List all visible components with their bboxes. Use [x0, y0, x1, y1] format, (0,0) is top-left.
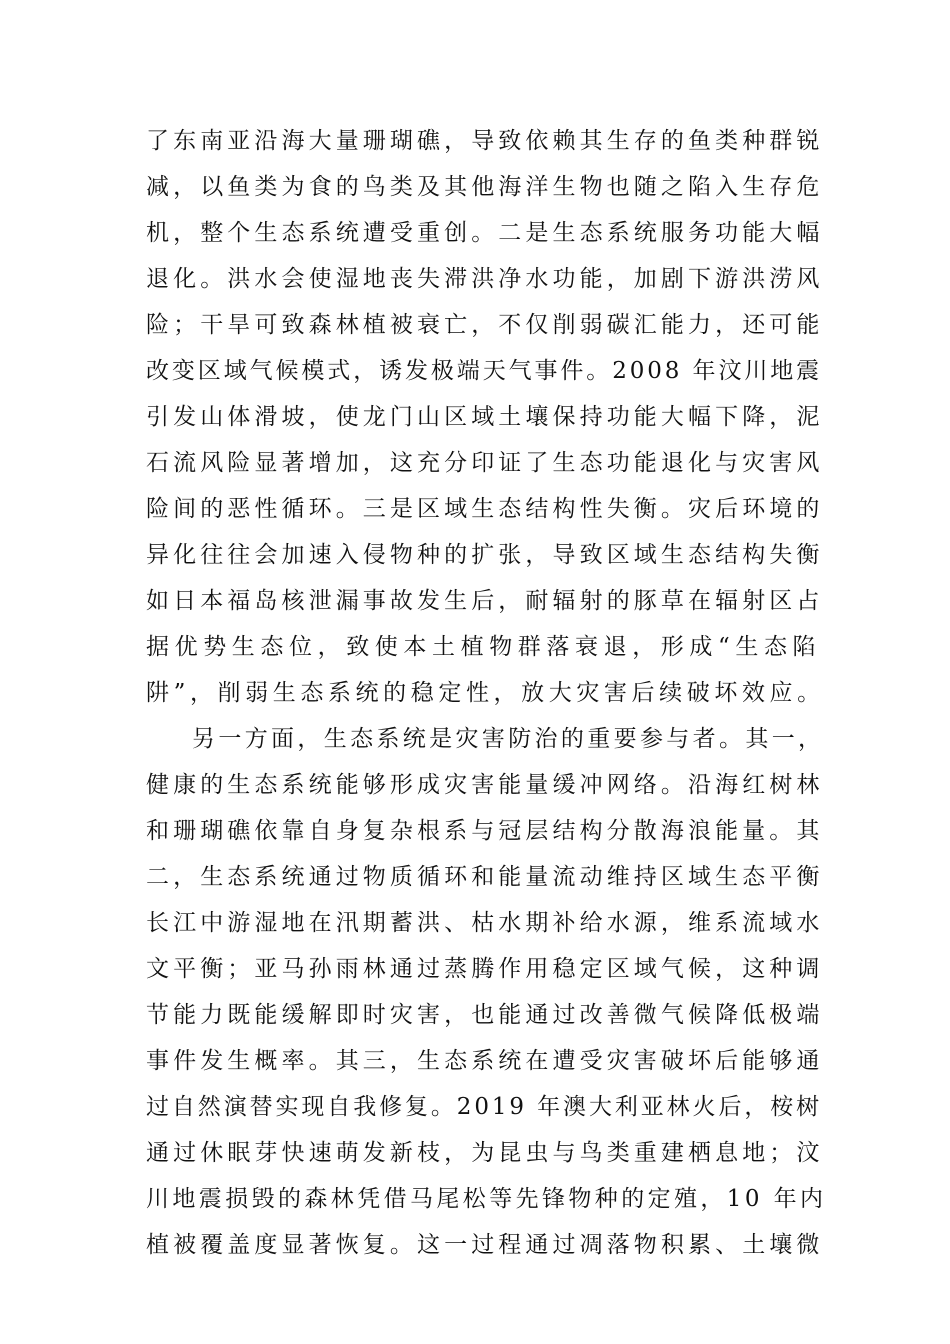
paragraph-first-line: 另一方面，生态系统是灾害防治的重要参与者。其一， — [192, 726, 825, 752]
text-line: 如日本福岛核泄漏事故发生后，耐辐射的豚草在辐射区占 — [146, 588, 824, 614]
text-line: 石流风险显著增加，这充分印证了生态功能退化与灾害风 — [146, 450, 824, 476]
text-line: 长江中游湿地在汛期蓄洪、枯水期补给水源，维系流域水 — [146, 910, 824, 936]
text-line: 减，以鱼类为食的鸟类及其他海洋生物也随之陷入生存危 — [146, 174, 824, 200]
text-line: 川地震损毁的森林凭借马尾松等先锋物种的定殖，10 年内 — [146, 1186, 827, 1212]
text-line: 险间的恶性循环。三是区域生态结构性失衡。灾后环境的 — [146, 496, 824, 522]
text-line: 和珊瑚礁依靠自身复杂根系与冠层结构分散海浪能量。其 — [146, 818, 824, 844]
text-line: 事件发生概率。其三，生态系统在遭受灾害破坏后能够通 — [146, 1048, 824, 1074]
body-text — [146, 118, 826, 1268]
text-line: 据优势生态位，致使本土植物群落衰退，形成“生态陷 — [146, 634, 822, 660]
text-line: 退化。洪水会使湿地丧失滞洪净水功能，加剧下游洪涝风 — [146, 266, 824, 292]
text-line: 机，整个生态系统遭受重创。二是生态系统服务功能大幅 — [146, 220, 824, 246]
text-line: 了东南亚沿海大量珊瑚礁，导致依赖其生存的鱼类种群锐 — [146, 128, 824, 154]
text-line: 节能力既能缓解即时灾害，也能通过改善微气候降低极端 — [146, 1002, 824, 1028]
text-line: 阱”，削弱生态系统的稳定性，放大灾害后续破坏效应。 — [146, 680, 825, 706]
text-line: 健康的生态系统能够形成灾害能量缓冲网络。沿海红树林 — [146, 772, 824, 798]
text-line: 植被覆盖度显著恢复。这一过程通过凋落物积累、土壤微 — [146, 1232, 824, 1258]
text-line: 通过休眠芽快速萌发新枝，为昆虫与鸟类重建栖息地；汶 — [146, 1140, 824, 1166]
text-line: 改变区域气候模式，诱发极端天气事件。2008 年汶川地震 — [146, 358, 823, 384]
text-line: 文平衡；亚马孙雨林通过蒸腾作用稳定区域气候，这种调 — [146, 956, 824, 982]
text-line: 险；干旱可致森林植被衰亡，不仅削弱碳汇能力，还可能 — [146, 312, 824, 338]
text-line: 二，生态系统通过物质循环和能量流动维持区域生态平衡 — [146, 864, 824, 890]
text-line: 异化往往会加速入侵物种的扩张，导致区域生态结构失衡 — [146, 542, 824, 568]
text-line: 引发山体滑坡，使龙门山区域土壤保持功能大幅下降，泥 — [146, 404, 824, 430]
text-line: 过自然演替实现自我修复。2019 年澳大利亚林火后，桉树 — [146, 1094, 823, 1120]
